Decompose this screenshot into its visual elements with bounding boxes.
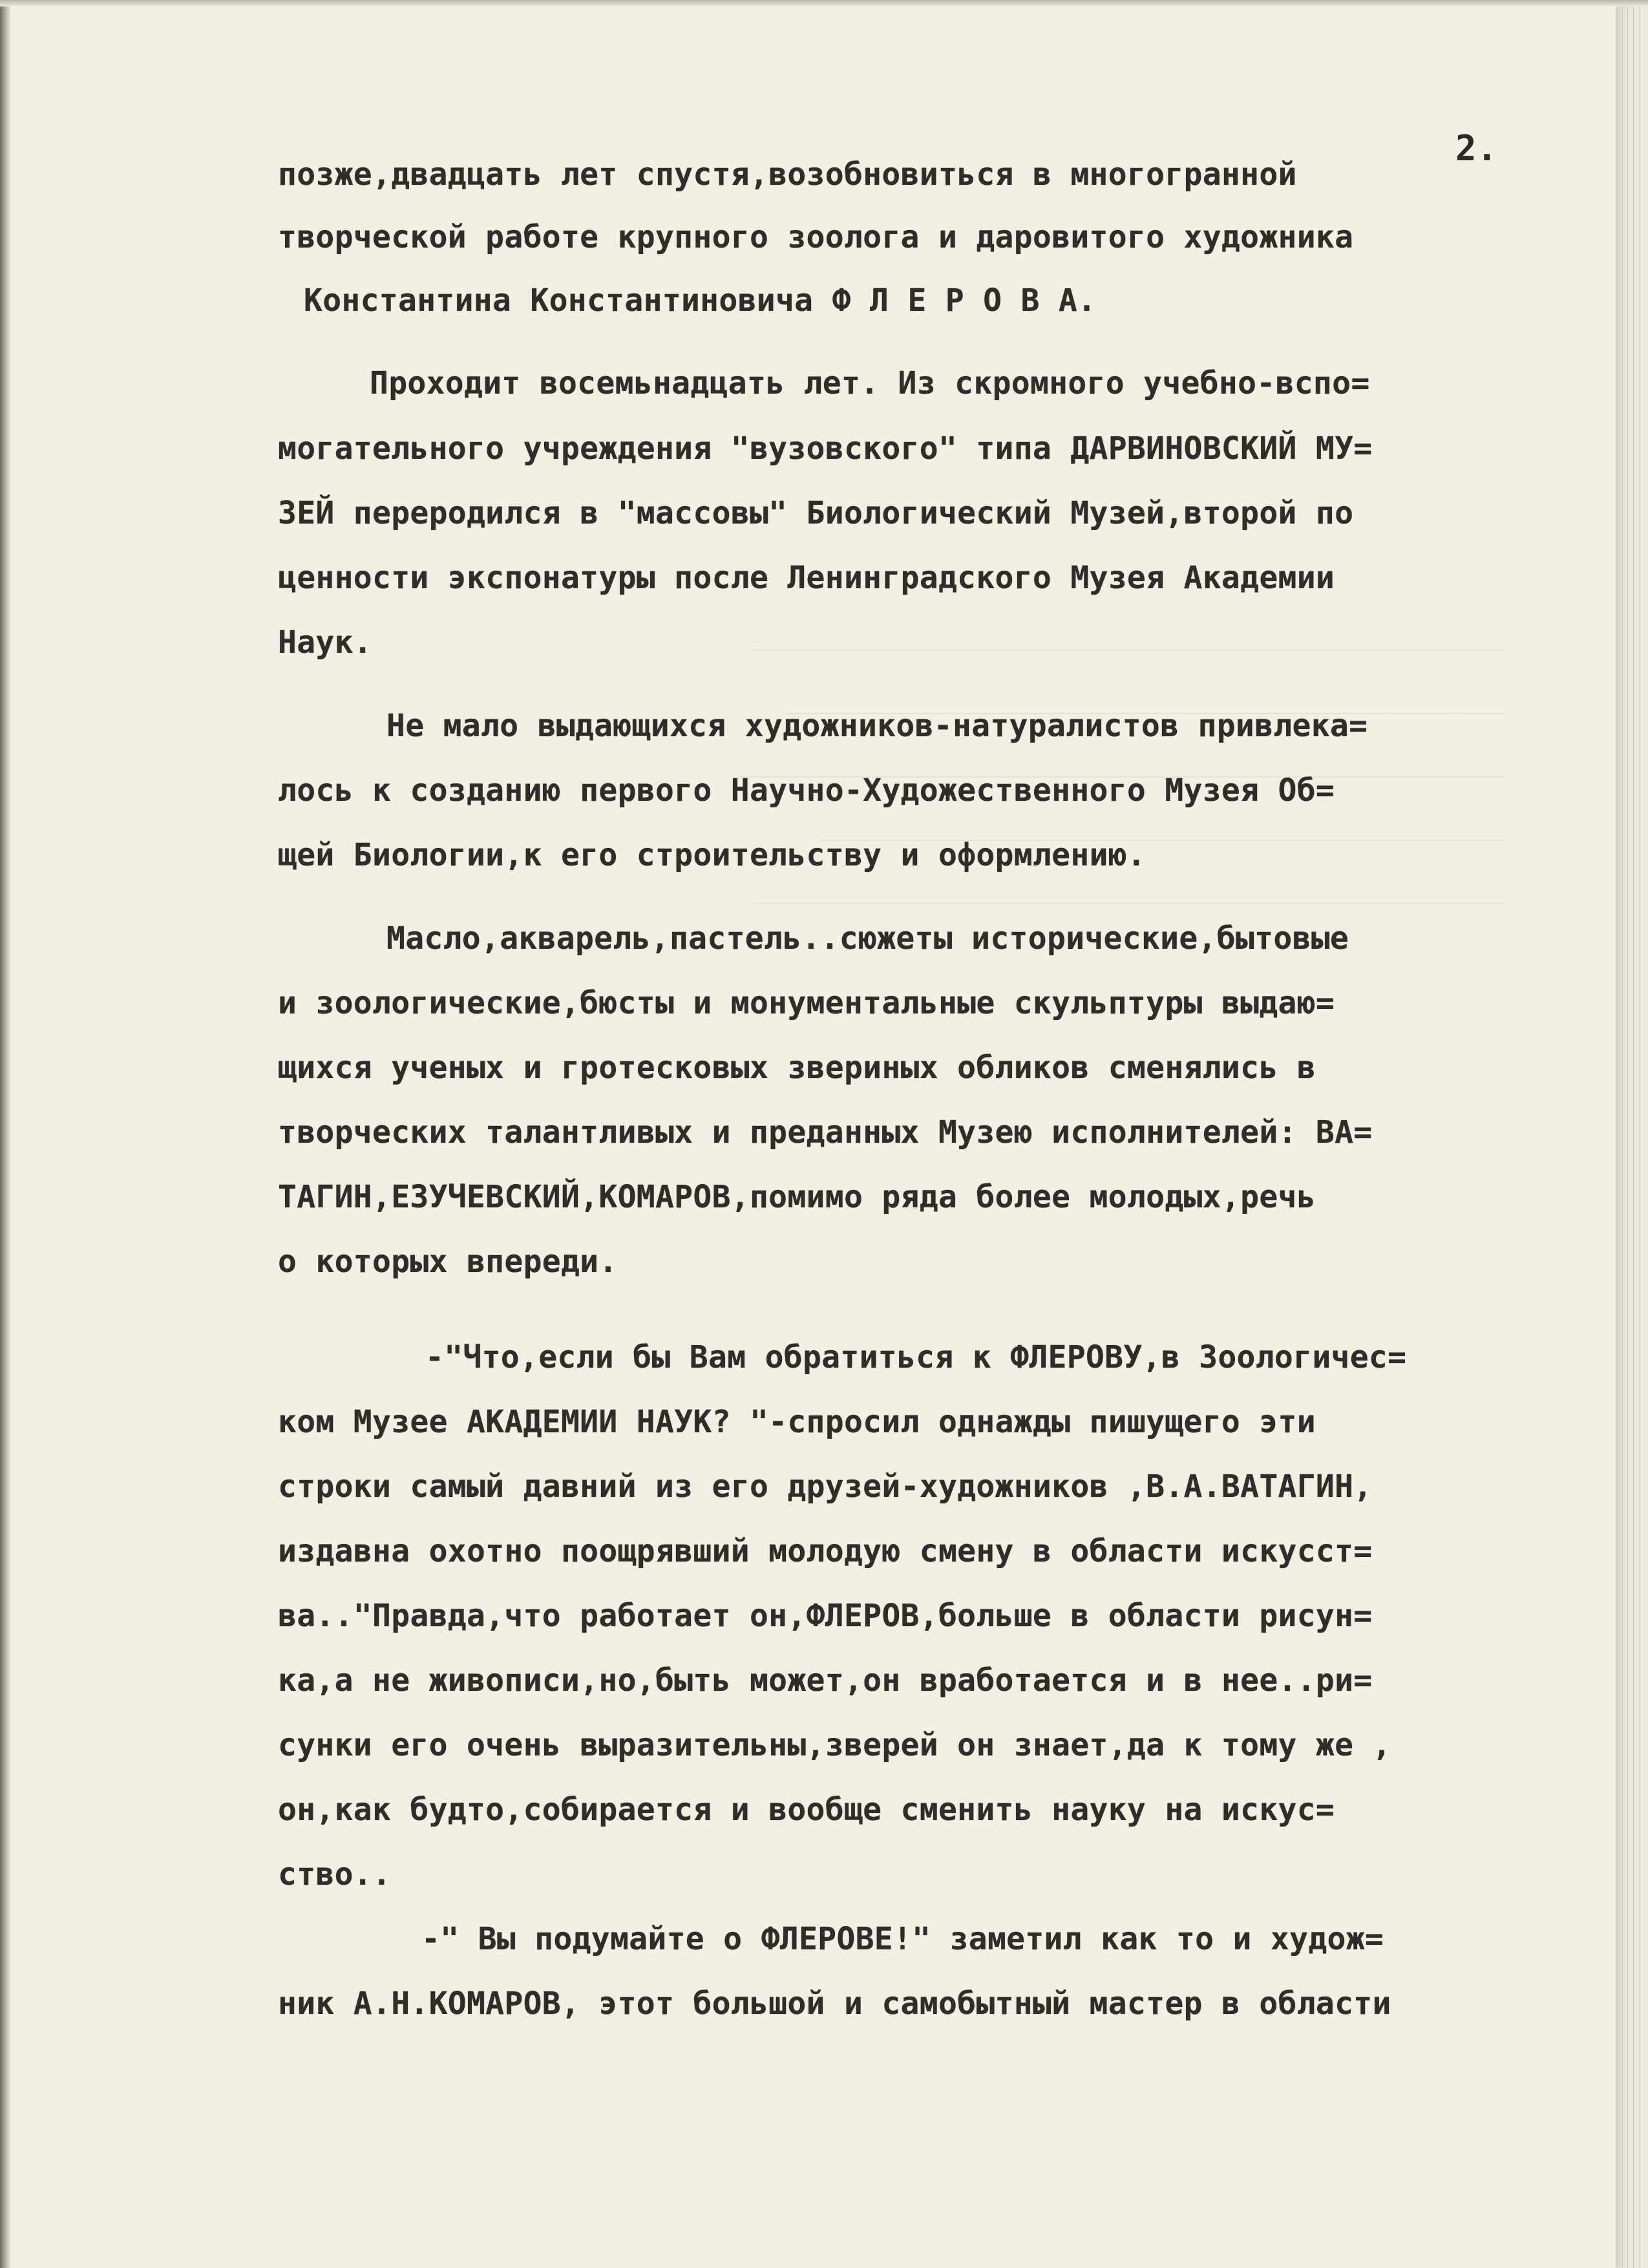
- text-line: щихся ученых и гротесковых звериных обликов сменялись в: [278, 1050, 1316, 1086]
- text-line: о которых впереди.: [278, 1244, 618, 1280]
- text-line: ка,а не живописи,но,быть может,он вработается и в нее..ри=: [278, 1662, 1373, 1699]
- text-line: Проходит восемьнадцать лет. Из скромного учебно-вспо=: [370, 365, 1370, 401]
- text-line: ценности экспонатуры после Ленинградского Музея Академии: [278, 560, 1335, 596]
- stacked-sheet-edge: [1622, 0, 1623, 2268]
- text-line: ком Музее АКАДЕМИИ НАУК? "-спросил однажды пишущего эти: [278, 1404, 1316, 1440]
- text-line: -" Вы подумайте о ФЛЕРОВЕ!" заметил как то и худож=: [421, 1921, 1384, 1957]
- text-line: издавна охотно поощрявший молодую смену в области искусст=: [278, 1533, 1373, 1569]
- text-line: -"Что,если бы Вам обратиться к ФЛЕРОВУ,в Зоологичес=: [425, 1339, 1407, 1375]
- text-line: он,как будто,собирается и вообще сменить науку на искус=: [278, 1792, 1335, 1828]
- text-line: Не мало выдающихся художников-натуралистов привлека=: [386, 708, 1368, 744]
- text-line: Масло,акварель,пастель..сюжеты исторические,бытовые: [386, 920, 1349, 957]
- text-line: и зоологические,бюсты и монументальные скульптуры выдаю=: [278, 985, 1335, 1021]
- text-line: творческих талантливых и преданных Музею исполнителей: ВА=: [278, 1114, 1373, 1150]
- page-number: 2.: [1455, 128, 1498, 169]
- text-line: позже,двадцать лет спустя,возобновиться в многогранной: [278, 156, 1297, 193]
- stacked-sheet-edge: [1627, 0, 1628, 2268]
- reverse-side-show-through: ______________________________________________ ____________________________________________ _______________________________________________ __________________________________________ ______________________________________________: [736, 619, 1505, 904]
- text-line: творческой работе крупного зоолога и даровитого художника: [278, 219, 1354, 255]
- text-line: лось к созданию первого Научно-Художественного Музея Об=: [278, 772, 1335, 809]
- stacked-sheet-edge: [1633, 0, 1634, 2268]
- text-line: строки самый давний из его друзей-художников ,В.А.ВАТАГИН,: [278, 1468, 1373, 1505]
- text-line: ЗЕЙ переродился в "массовы" Биологический Музей,второй по: [278, 495, 1354, 531]
- text-line: могательного учреждения "вузовского" типа ДАРВИНОВСКИЙ МУ=: [278, 430, 1373, 467]
- scanner-top-edge: [0, 0, 1648, 6]
- text-line: ва.."Правда,что работает он,ФЛЕРОВ,больше в области рисун=: [278, 1598, 1373, 1634]
- text-line: ТАГИН,ЕЗУЧЕВСКИЙ,КОМАРОВ,помимо ряда более молодых,речь: [278, 1179, 1316, 1215]
- text-line: ник А.Н.КОМАРОВ, этот большой и самобытный мастер в области: [278, 1986, 1391, 2022]
- scanner-left-edge: [0, 0, 10, 2268]
- text-line: ство..: [278, 1856, 392, 1892]
- text-line: Константина Константиновича Ф Л Е Р О В А.: [304, 282, 1097, 319]
- text-line: Наук.: [278, 624, 372, 661]
- text-line: сунки его очень выразительны,зверей он знает,да к тому же ,: [278, 1727, 1391, 1763]
- text-line: щей Биологии,к его строительству и оформлению.: [278, 837, 1146, 873]
